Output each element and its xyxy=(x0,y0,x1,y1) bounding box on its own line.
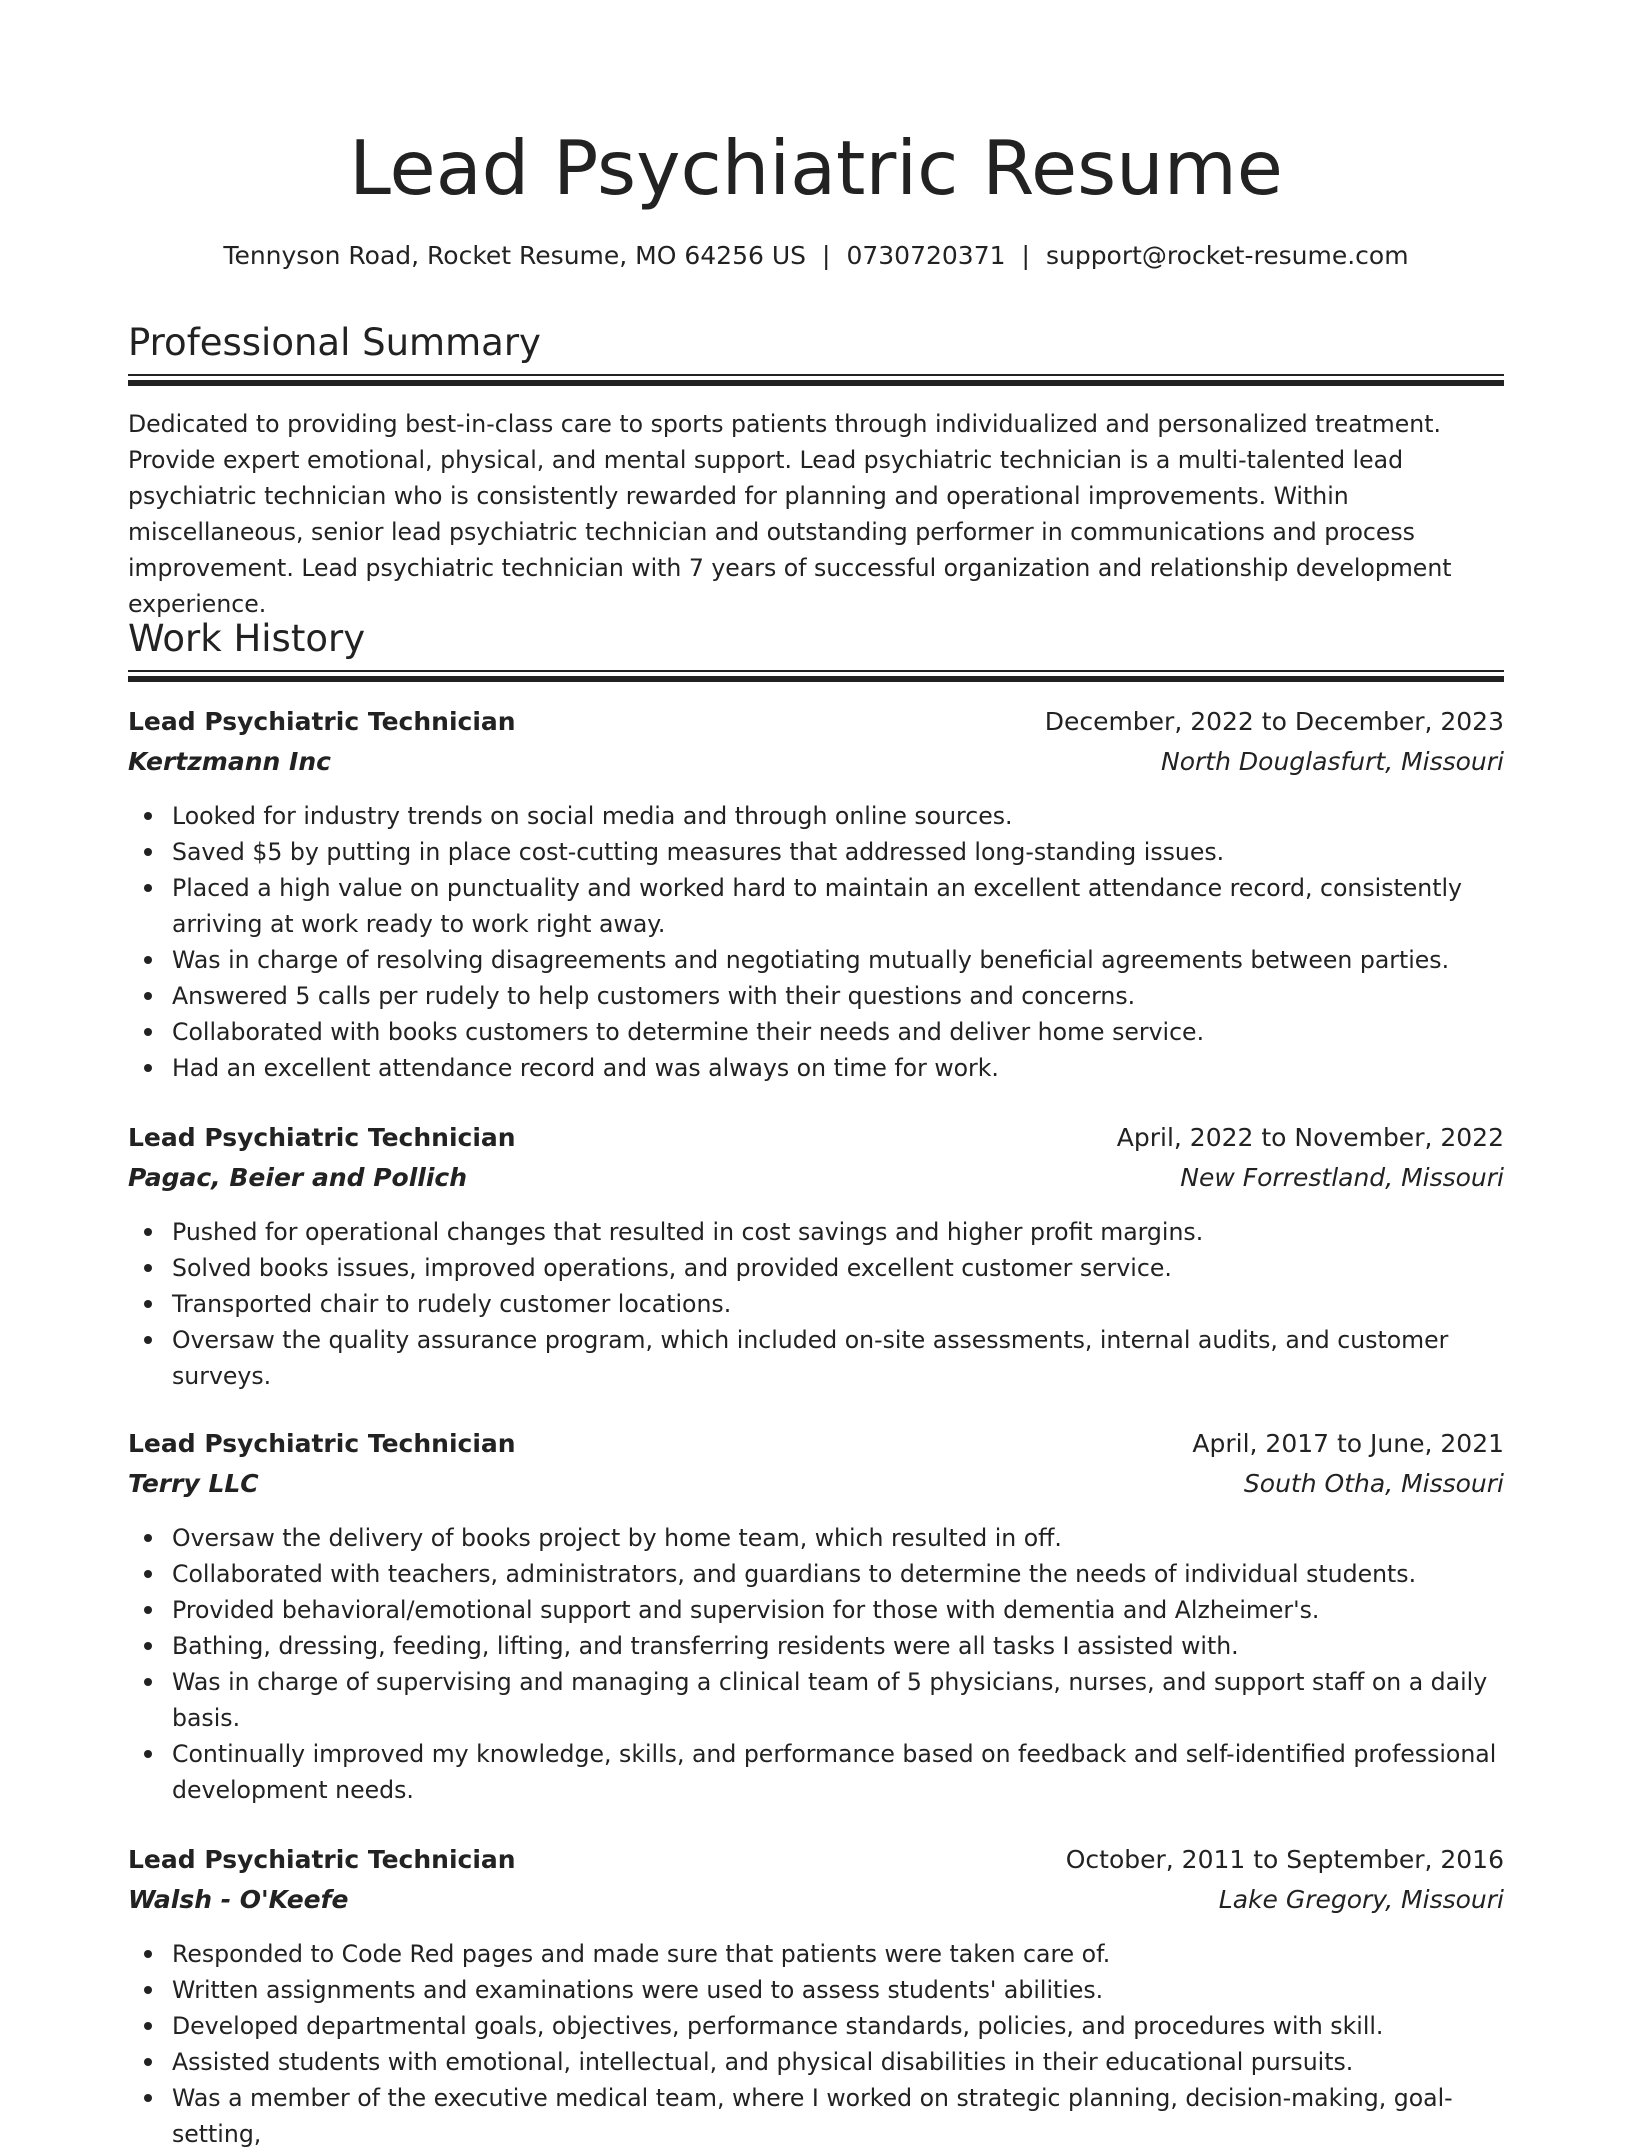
job-location: New Forrestland, Missouri xyxy=(1180,1163,1504,1192)
contact-separator: | xyxy=(1021,241,1030,270)
job-header-row xyxy=(128,1424,1504,1464)
contact-line xyxy=(128,236,1504,276)
list-item: Answered 5 calls per rudely to help customers with their questions and concerns. xyxy=(128,978,1504,1014)
list-item: Continually improved my knowledge, skills, and performance based on feedback and self-identified professional development needs. xyxy=(128,1736,1504,1808)
job-dates: April, 2022 to November, 2022 xyxy=(1116,1123,1504,1152)
job-header-row xyxy=(128,1118,1504,1158)
list-item: Responded to Code Red pages and made sure that patients were taken care of. xyxy=(128,1936,1504,1972)
job-subheader-row xyxy=(128,1880,1504,1920)
list-item: Looked for industry trends on social media and through online sources. xyxy=(128,798,1504,834)
summary-text: Dedicated to providing best-in-class care to sports patients through individualized and personalized treatment. Provide expert emotional, physical, and mental support. Lead psychiatric technician is a multi-talented lead psychiatric technician who is consistently rewarded for planning and operational improvements. Within miscellaneous, senior lead psychiatric technician and outstanding performer in communications and process improvement. Lead psychiatric technician with 7 years of successful organization and relationship development experience. xyxy=(128,410,1452,618)
list-item: Saved $5 by putting in place cost-cutting measures that addressed long-standing issues. xyxy=(128,834,1504,870)
list-item: Was in charge of supervising and managing a clinical team of 5 physicians, nurses, and support staff on a daily basis. xyxy=(128,1664,1504,1736)
job-bullet-list xyxy=(128,1214,1504,1394)
list-item: Developed departmental goals, objectives, performance standards, policies, and procedures with skill. xyxy=(128,2008,1504,2044)
summary-heading: Professional Summary xyxy=(128,321,541,364)
contact-address: Tennyson Road, Rocket Resume, MO 64256 US xyxy=(223,241,807,270)
list-item: Transported chair to rudely customer locations. xyxy=(128,1286,1504,1322)
job-title: Lead Psychiatric Technician xyxy=(128,1429,516,1458)
job-entry xyxy=(128,1424,1504,1808)
job-title: Lead Psychiatric Technician xyxy=(128,1123,516,1152)
list-item: Pushed for operational changes that resulted in cost savings and higher profit margins. xyxy=(128,1214,1504,1250)
work-history-heading: Work History xyxy=(128,617,366,660)
job-title: Lead Psychiatric Technician xyxy=(128,707,516,736)
job-title: Lead Psychiatric Technician xyxy=(128,1845,516,1874)
job-company: Terry LLC xyxy=(128,1469,259,1498)
list-item: Placed a high value on punctuality and worked hard to maintain an excellent attendance record, consistently arriving at work ready to work right away. xyxy=(128,870,1504,942)
job-dates: December, 2022 to December, 2023 xyxy=(1044,707,1504,736)
list-item: Was in charge of resolving disagreements and negotiating mutually beneficial agreements between parties. xyxy=(128,942,1504,978)
summary-divider xyxy=(128,374,1504,387)
contact-phone: 0730720371 xyxy=(846,241,1006,270)
list-item: Provided behavioral/emotional support and supervision for those with dementia and Alzheimer's. xyxy=(128,1592,1504,1628)
list-item: Collaborated with teachers, administrators, and guardians to determine the needs of individual students. xyxy=(128,1556,1504,1592)
job-entry xyxy=(128,1118,1504,1394)
job-entry xyxy=(128,1840,1504,2152)
work-history-divider xyxy=(128,670,1504,683)
job-location: South Otha, Missouri xyxy=(1243,1469,1504,1498)
job-header-row xyxy=(128,702,1504,742)
job-company: Walsh - O'Keefe xyxy=(128,1885,349,1914)
list-item: Solved books issues, improved operations, and provided excellent customer service. xyxy=(128,1250,1504,1286)
job-subheader-row xyxy=(128,1464,1504,1504)
job-bullet-list xyxy=(128,1520,1504,1808)
list-item: Had an excellent attendance record and was always on time for work. xyxy=(128,1050,1504,1086)
list-item: Bathing, dressing, feeding, lifting, and transferring residents were all tasks I assisted with. xyxy=(128,1628,1504,1664)
contact-separator: | xyxy=(822,241,831,270)
job-entry xyxy=(128,702,1504,1086)
job-company: Kertzmann Inc xyxy=(128,747,331,776)
list-item: Collaborated with books customers to determine their needs and deliver home service. xyxy=(128,1014,1504,1050)
contact-email: support@rocket-resume.com xyxy=(1045,241,1409,270)
list-item: Oversaw the delivery of books project by home team, which resulted in off. xyxy=(128,1520,1504,1556)
job-bullet-list xyxy=(128,798,1504,1086)
list-item: Was a member of the executive medical team, where I worked on strategic planning, decision-making, goal-setting, xyxy=(128,2080,1504,2152)
job-company: Pagac, Beier and Pollich xyxy=(128,1163,468,1192)
list-item: Assisted students with emotional, intellectual, and physical disabilities in their educational pursuits. xyxy=(128,2044,1504,2080)
job-location: Lake Gregory, Missouri xyxy=(1218,1885,1504,1914)
job-subheader-row xyxy=(128,742,1504,782)
list-item: Oversaw the quality assurance program, which included on-site assessments, internal audits, and customer surveys. xyxy=(128,1322,1504,1394)
job-dates: April, 2017 to June, 2021 xyxy=(1192,1429,1504,1458)
job-subheader-row xyxy=(128,1158,1504,1198)
job-location: North Douglasfurt, Missouri xyxy=(1161,747,1504,776)
job-bullet-list xyxy=(128,1936,1504,2152)
list-item: Written assignments and examinations were used to assess students' abilities. xyxy=(128,1972,1504,2008)
resume-title: Lead Psychiatric Resume xyxy=(349,124,1283,212)
job-dates: October, 2011 to September, 2016 xyxy=(1065,1845,1504,1874)
job-header-row xyxy=(128,1840,1504,1880)
